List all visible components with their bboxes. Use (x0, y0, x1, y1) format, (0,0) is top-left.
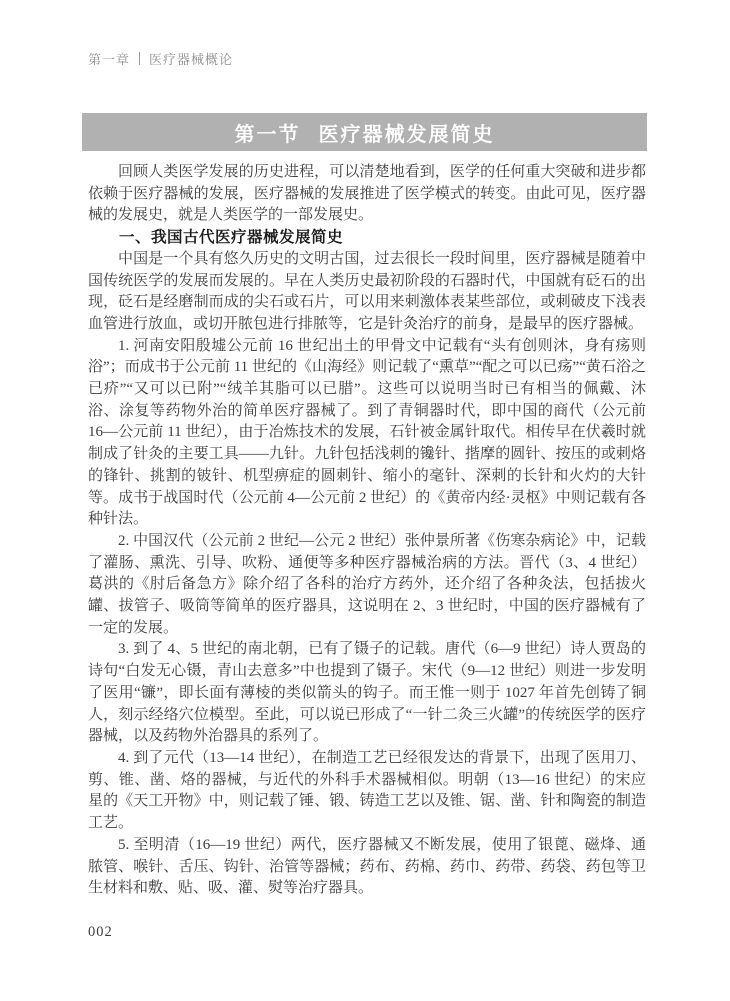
body-paragraph-1: 中国是一个具有悠久历史的文明古国，过去很长一段时间里，医疗器械是随着中国传统医学的发展而发展的。早在人类历史最初阶段的石器时代，中国就有砭石的出现，砭石是经磨制而成的尖石或石片，可以用来刺激体表某些部位，或刺破皮下浅表血管进行放血，或切开脓包进行排脓等，它是针灸治疗的前身，是最早的医疗器械。 (88, 250, 646, 332)
header-divider (139, 52, 140, 65)
section-banner (82, 113, 647, 151)
chapter-title: 医疗器械概论 (149, 52, 234, 67)
page-number: 002 (88, 924, 113, 940)
body-content (88, 162, 646, 900)
section-title: 医疗器械发展简史 (318, 123, 495, 146)
body-paragraph-3: 2. 中国汉代（公元前 2 世纪—公元 2 世纪）张仲景所著《伤寒杂病论》中，记载了灌肠、熏洗、引导、吹粉、通便等多种医疗器械治病的方法。晋代（3、4 世纪）葛洪的《肘后备急方》除介绍了各科的治疗方药外，还介绍了各种灸法，包括拔火罐、拔管子、吸筒等简单的医疗器具，这说明在 2、3 世纪时，中国的医疗器械有了一定的发展。 (88, 532, 646, 636)
body-paragraph-5: 4. 到了元代（13—14 世纪），在制造工艺已经很发达的背景下，出现了医用刀、剪、锥、凿、烙的器械，与近代的外科手术器械相似。明朝（13—16 世纪）的宋应星的《天工开物》中，则记载了锤、锻、铸造工艺以及锥、锯、凿、针和陶瓷的制造工艺。 (88, 749, 646, 832)
body-paragraph-4: 3. 到了 4、5 世纪的南北朝，已有了镊子的记载。唐代（6—9 世纪）诗人贾岛的诗句“白发无心镊，青山去意多”中也提到了镊子。宋代（9—12 世纪）则进一步发明了医用“镰”，即长面有薄棱的类似箭头的钩子。而王惟一则于 1027 年首先创铸了铜人，刻示经络穴位模型。至此，可以说已形成了“一针二灸三火罐”的传统医学的医疗器械，以及药物外治器具的系列了。 (88, 641, 646, 745)
body-paragraph-2: 1. 河南安阳殷墟公元前 16 世纪出土的甲骨文中记载有“头有创则沐，身有疡则浴”；而成书于公元前 11 世纪的《山海经》则记载了“熏草”“配之可以已疡”“黄石浴之已疥”“又可以已附”“绒羊其脂可以已腊”。这些可以说明当时已有相当的佩戴、沐浴、涂复等药物外治的简单医疗器械了。到了青铜器时代，即中国的商代（公元前 16—公元前 11 世纪），由于冶炼技术的发展，石针被金属针取代。相传早在伏羲时就制成了针灸的主要工具——九针。九针包括浅刺的镵针、揩摩的圆针、按压的或刺烙的锋针、挑割的铍针、机型痹症的圆刺针、缩小的毫针、深刺的长针和火灼的大针等。成书于战国时代（公元前 4—公元前 2 世纪）的《黄帝内经·灵枢》中则记载有各种针法。 (88, 337, 646, 528)
chapter-label: 第一章 (88, 52, 131, 67)
subsection-heading: 一、我国古代医疗器械发展简史 (119, 229, 344, 247)
body-paragraph-6: 5. 至明清（16—19 世纪）两代，医疗器械又不断发展，使用了银蓖、磁烽、通脓管、喉针、舌压、钩针、治管等器械；药布、药棉、药巾、药带、药袋、药包等卫生材料和敷、贴、吸、灌、熨等治疗器具。 (88, 836, 646, 897)
intro-paragraph: 回顾人类医学发展的历史进程，可以清楚地看到，医学的任何重大突破和进步都依赖于医疗器械的发展，医疗器械的发展推进了医学模式的转变。由此可见，医疗器械的发展史，就是人类医学的一部发展史。 (88, 164, 646, 224)
section-number: 第一节 (234, 123, 301, 146)
running-header (88, 49, 233, 68)
